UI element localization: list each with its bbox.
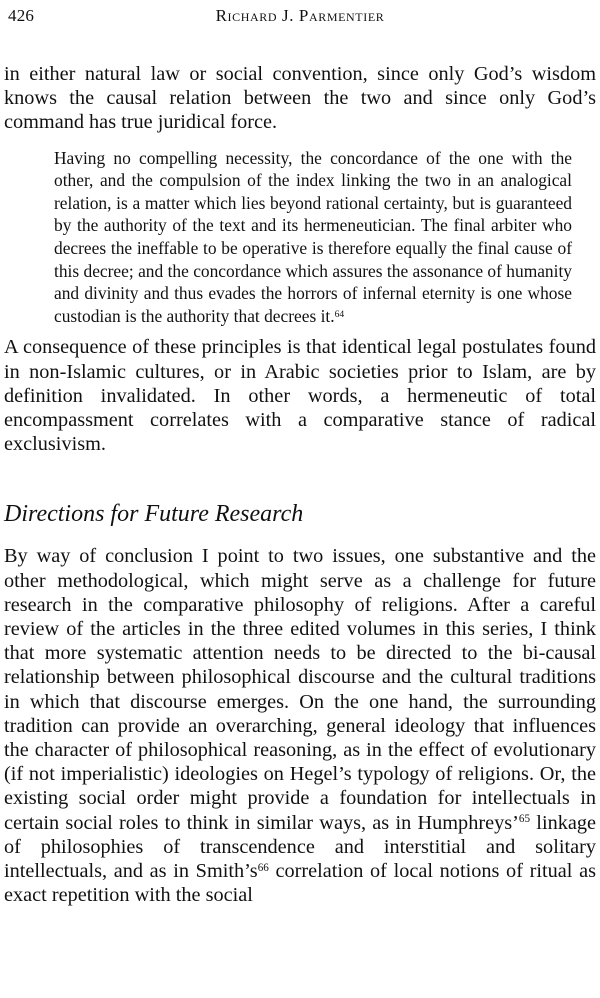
- footnote-ref-66: 66: [257, 861, 269, 874]
- section-heading: Directions for Future Research: [4, 501, 304, 528]
- paragraph-conclusion-part-1: By way of conclusion I point to two issues, one substantive and the other methodological, which might serve as a challenge for future research in the comparative philosophy of religions. After a careful review of the articles in the three edited volumes in this series, I think that more systematic attention needs to be directed to the bi-causal relationship between philosophical discourse and the cultural traditions in which that discourse emerges. On the one hand, the surrounding tradition can provide an overarching, general ideology that influences the character of philosophical reasoning, as in the effect of evolutionary (if not imperialistic) ideologies on Hegel’s typology of religions. Or, the existing social order might provide a foundation for intellectuals in certain social roles to think in similar ways, as in Humphreys’: [4, 545, 596, 834]
- paragraph-conclusion-part-2: linkage of philosophies of transcendence and interstitial and solitary intellectuals, and as in Smith’s: [4, 811, 597, 883]
- block-quote: [54, 147, 572, 328]
- page-content: [4, 62, 596, 907]
- block-quote-text: Having no compelling necessity, the concordance of the one with the other, and the compulsion of the index linking the two in an analogical relation, is a matter which lies beyond rational certainty, but is guaranteed by the authority of the text and its hermeneutician. The final arbiter who decrees the ineffable to be operative is therefore equally the final cause of this decree; and the concordance which assures the assonance of humanity and divinity and thus evades the horrors of infernal eternity is one whose custodian is the authority that decrees it.: [54, 147, 572, 326]
- paragraph-conclusion-part-3: correlation of local notions of ritual as exact repetition with the social: [4, 860, 596, 907]
- page-header: [8, 6, 592, 32]
- paragraph-conclusion: [4, 544, 596, 907]
- footnote-ref-64: 64: [334, 308, 345, 320]
- running-head: Richard J. Parmentier: [215, 6, 385, 25]
- page-number: 426: [8, 6, 35, 25]
- paragraph-continued: in either natural law or social convention, since only God’s wisdom knows the causal relation between the two and since only God’s command has true juridical force.: [4, 63, 596, 134]
- paragraph-consequence: A consequence of these principles is that identical legal postulates found in non-Islamic cultures, or in Arabic societies prior to Islam, are by definition invalidated. In other words, a hermeneutic of total encompassment correlates with a comparative stance of radical exclusivism.: [4, 336, 596, 456]
- footnote-ref-65: 65: [518, 813, 531, 826]
